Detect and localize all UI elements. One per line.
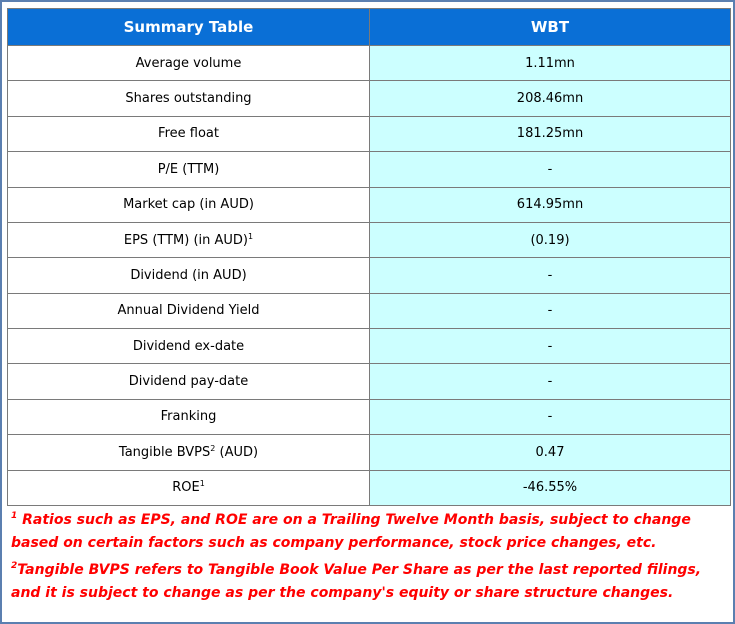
table-row xyxy=(8,222,731,257)
row-label xyxy=(8,329,370,364)
row-label xyxy=(8,222,370,257)
table-row xyxy=(8,435,731,470)
row-label-text: ROE xyxy=(172,480,200,496)
row-value: 181.25mn xyxy=(370,116,731,151)
table-row xyxy=(8,329,731,364)
row-value: - xyxy=(370,399,731,434)
row-value: - xyxy=(370,329,731,364)
table-row xyxy=(8,81,731,116)
row-label xyxy=(8,46,370,81)
row-label xyxy=(8,435,370,470)
row-value: (0.19) xyxy=(370,222,731,257)
footnotes xyxy=(7,506,730,609)
footnote-2 xyxy=(11,559,726,605)
row-value: 208.46mn xyxy=(370,81,731,116)
row-value: -46.55% xyxy=(370,470,731,506)
row-label-text: Market cap (in AUD) xyxy=(123,197,254,213)
row-label xyxy=(8,470,370,506)
row-label xyxy=(8,399,370,434)
footnote-marker: 2 xyxy=(210,443,216,453)
row-value: 0.47 xyxy=(370,435,731,470)
table-row xyxy=(8,46,731,81)
row-label-text: Average volume xyxy=(135,55,242,71)
row-label-text: Shares outstanding xyxy=(125,91,252,107)
row-label-text: Free float xyxy=(158,126,219,142)
row-label-suffix: (AUD) xyxy=(215,444,259,460)
summary-table xyxy=(7,8,731,506)
header-ticker: WBT xyxy=(370,9,731,46)
row-label-text: Tangible BVPS xyxy=(118,444,211,460)
row-value: 614.95mn xyxy=(370,187,731,222)
row-label xyxy=(8,258,370,293)
footnote-marker: 1 xyxy=(11,511,18,521)
row-label-text: P/E (TTM) xyxy=(157,161,220,177)
table-row xyxy=(8,364,731,399)
row-label-text: Dividend pay-date xyxy=(128,374,249,390)
row-label-text: EPS (TTM) (in AUD) xyxy=(123,232,249,248)
row-label-text: Dividend ex-date xyxy=(132,338,245,354)
row-label xyxy=(8,293,370,328)
row-value: - xyxy=(370,152,731,187)
row-label-text: Franking xyxy=(160,409,217,425)
row-label xyxy=(8,81,370,116)
footnote-marker: 2 xyxy=(11,561,18,571)
row-label-text: Annual Dividend Yield xyxy=(117,303,260,319)
header-summary-table: Summary Table xyxy=(8,9,370,46)
table-row xyxy=(8,116,731,151)
row-label xyxy=(8,187,370,222)
table-header-row xyxy=(8,9,731,46)
footnote-text: Tangible BVPS refers to Tangible Book Value Per Share as per the last reported filings, and it is subject to change as per the company's equity or share structure changes. xyxy=(11,562,702,601)
row-label-text: Dividend (in AUD) xyxy=(130,267,247,283)
row-value: - xyxy=(370,258,731,293)
table-body xyxy=(8,46,731,506)
table-row xyxy=(8,470,731,506)
row-value: - xyxy=(370,293,731,328)
footnote-1 xyxy=(11,509,726,555)
table-row xyxy=(8,293,731,328)
footnote-text: Ratios such as EPS, and ROE are on a Trailing Twelve Month basis, subject to change based on certain factors such as company performance, stock price changes, etc. xyxy=(11,512,691,551)
row-label xyxy=(8,152,370,187)
row-value: - xyxy=(370,364,731,399)
footnote-marker: 1 xyxy=(248,231,254,241)
row-value: 1.11mn xyxy=(370,46,731,81)
table-row xyxy=(8,152,731,187)
table-row xyxy=(8,187,731,222)
row-label xyxy=(8,116,370,151)
footnote-marker: 1 xyxy=(199,479,205,489)
table-row xyxy=(8,258,731,293)
table-row xyxy=(8,399,731,434)
row-label xyxy=(8,364,370,399)
